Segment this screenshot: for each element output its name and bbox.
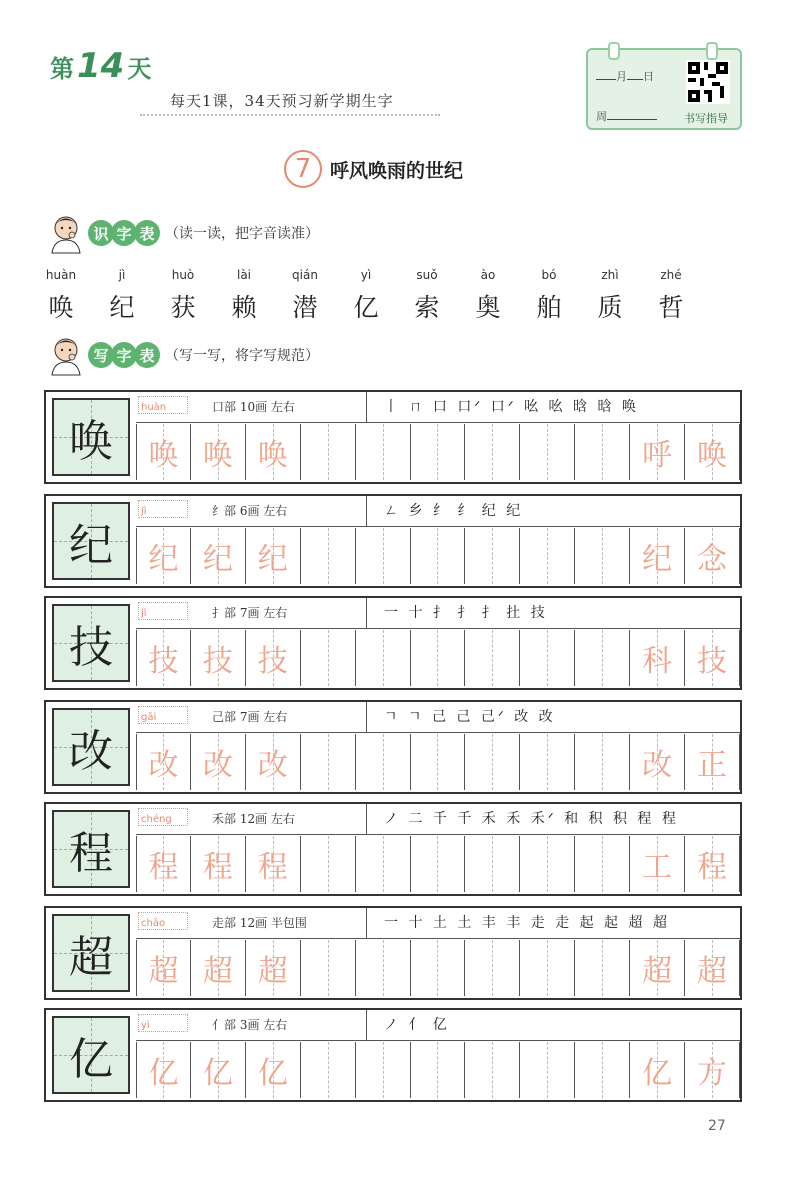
read-char-cell <box>402 268 452 324</box>
lesson-heading <box>284 150 463 188</box>
info-separator <box>366 804 367 834</box>
practice-cell[interactable] <box>136 528 191 584</box>
practice-cell[interactable] <box>136 734 191 790</box>
trace-char: 改 <box>257 748 288 783</box>
stroke-order: ノ 亻 亿 <box>384 1017 450 1033</box>
model-character: 程 <box>69 828 113 879</box>
practice-cell[interactable] <box>191 424 246 480</box>
pinyin-box[interactable]: chéng <box>138 808 188 826</box>
character: 潜 <box>292 293 318 322</box>
char-info-bar <box>136 702 740 733</box>
practice-cell[interactable] <box>356 630 411 686</box>
read-char-cell <box>219 268 269 324</box>
date-card <box>586 48 742 130</box>
practice-cell[interactable] <box>630 1042 685 1098</box>
week-field <box>596 108 657 124</box>
practice-cell[interactable] <box>136 630 191 686</box>
day-blank <box>627 69 643 80</box>
character: 赖 <box>231 293 257 322</box>
practice-cell[interactable] <box>356 528 411 584</box>
practice-cell[interactable] <box>246 940 301 996</box>
practice-cell[interactable] <box>191 836 246 892</box>
radical-strokes-structure: 扌部 7画 左右 <box>212 606 288 620</box>
pinyin: lài <box>236 268 252 282</box>
practice-cell[interactable] <box>685 836 740 892</box>
pinyin-box[interactable]: jì <box>138 602 188 620</box>
trace-char: 正 <box>697 748 728 783</box>
practice-cell[interactable] <box>191 528 246 584</box>
practice-cell[interactable] <box>575 836 630 892</box>
trace-char: 超 <box>202 954 233 989</box>
practice-cell[interactable] <box>685 630 740 686</box>
practice-cell[interactable] <box>411 1042 466 1098</box>
stroke-order: ㄱ ㄱ 己 己 己ᐟ 改 改 <box>384 709 556 725</box>
pill-char: 写 <box>88 342 114 368</box>
stroke-order: 一 十 扌 扌 扌 扗 技 <box>384 605 548 621</box>
practice-grid <box>136 940 740 996</box>
practice-cell[interactable] <box>191 940 246 996</box>
trace-char: 亿 <box>148 1056 179 1091</box>
model-character-box <box>52 1016 130 1094</box>
practice-cell[interactable] <box>465 630 520 686</box>
model-character: 改 <box>69 726 113 777</box>
radical-strokes-structure: 己部 7画 左右 <box>212 710 288 724</box>
trace-char: 技 <box>148 644 179 679</box>
model-character: 纪 <box>69 520 113 571</box>
radical-strokes-structure: 亻部 3画 左右 <box>212 1018 288 1032</box>
trace-char: 程 <box>148 850 179 885</box>
practice-cell[interactable] <box>465 528 520 584</box>
practice-cell[interactable] <box>356 940 411 996</box>
model-character: 技 <box>69 622 113 673</box>
practice-cell[interactable] <box>465 424 520 480</box>
practice-cell[interactable] <box>630 734 685 790</box>
pinyin-box[interactable]: gǎi <box>138 706 188 724</box>
read-char-cell <box>463 268 513 324</box>
writing-boy-icon <box>46 334 86 376</box>
pinyin: suǒ <box>416 268 438 282</box>
model-character-box <box>52 914 130 992</box>
char-info-bar <box>136 804 740 835</box>
practice-cell[interactable] <box>191 630 246 686</box>
read-char-cell <box>585 268 635 324</box>
trace-char: 纪 <box>202 542 233 577</box>
pinyin-box[interactable]: jì <box>138 500 188 518</box>
practice-cell[interactable] <box>520 528 575 584</box>
binder-ring-icon <box>706 42 718 60</box>
trace-char: 程 <box>257 850 288 885</box>
model-character-box <box>52 708 130 786</box>
read-char-cell <box>646 268 696 324</box>
trace-char: 唤 <box>697 438 728 473</box>
practice-cell[interactable] <box>575 940 630 996</box>
practice-cell[interactable] <box>465 940 520 996</box>
practice-cell[interactable] <box>465 836 520 892</box>
practice-cell[interactable] <box>301 630 356 686</box>
practice-grid <box>136 630 740 686</box>
read-char-cell <box>524 268 574 324</box>
radical-strokes-structure: 走部 12画 半包围 <box>212 916 307 930</box>
info-separator <box>366 1010 367 1040</box>
model-character: 唤 <box>69 416 113 467</box>
pinyin: bó <box>541 268 557 282</box>
lesson-title: 呼风唤雨的世纪 <box>330 159 464 182</box>
practice-cell[interactable] <box>465 734 520 790</box>
write-section-note: （写一写，将字写规范） <box>165 348 319 364</box>
pinyin-box[interactable]: huàn <box>138 396 188 414</box>
practice-cell[interactable] <box>411 940 466 996</box>
character: 唤 <box>48 293 74 322</box>
date-fields <box>596 68 654 84</box>
trace-char: 工 <box>642 850 673 885</box>
trace-char: 唤 <box>148 438 179 473</box>
practice-cell[interactable] <box>191 1042 246 1098</box>
pinyin: yì <box>360 268 372 282</box>
trace-char: 念 <box>697 542 728 577</box>
pinyin: huò <box>171 268 195 282</box>
practice-cell[interactable] <box>575 424 630 480</box>
trace-char: 唤 <box>202 438 233 473</box>
week-blank <box>607 109 657 120</box>
day-number: 14 <box>77 46 125 86</box>
write-block <box>44 700 742 794</box>
practice-cell[interactable] <box>301 836 356 892</box>
character: 哲 <box>658 293 684 322</box>
model-character: 超 <box>69 932 113 983</box>
stroke-order: 丨 ㄇ 口 口ᐟ 口ᐟ 吆 吆 晗 晗 唤 <box>384 399 639 415</box>
radical-strokes-structure: 纟部 6画 左右 <box>212 504 288 518</box>
practice-cell[interactable] <box>136 424 191 480</box>
practice-cell[interactable] <box>246 836 301 892</box>
trace-char: 呼 <box>642 438 673 473</box>
practice-cell[interactable] <box>575 734 630 790</box>
practice-cell[interactable] <box>520 734 575 790</box>
char-info-bar <box>136 908 740 939</box>
practice-cell[interactable] <box>191 734 246 790</box>
info-separator <box>366 908 367 938</box>
practice-cell[interactable] <box>356 424 411 480</box>
pill-char: 表 <box>134 342 160 368</box>
practice-cell[interactable] <box>520 630 575 686</box>
practice-cell[interactable] <box>630 528 685 584</box>
practice-cell[interactable] <box>246 734 301 790</box>
practice-cell[interactable] <box>685 528 740 584</box>
trace-char: 科 <box>642 644 673 679</box>
model-character-box <box>52 502 130 580</box>
practice-cell[interactable] <box>685 424 740 480</box>
radical-strokes-structure: 禾部 12画 左右 <box>212 812 295 826</box>
trace-char: 亿 <box>257 1056 288 1091</box>
pinyin-box[interactable]: chāo <box>138 912 188 930</box>
dotted-divider <box>140 114 440 116</box>
read-characters-row <box>36 268 696 324</box>
char-info-bar <box>136 496 740 527</box>
trace-char: 纪 <box>642 542 673 577</box>
pinyin: huàn <box>45 268 77 282</box>
write-block <box>44 596 742 690</box>
character: 舶 <box>536 293 562 322</box>
character: 纪 <box>109 293 135 322</box>
practice-cell[interactable] <box>575 1042 630 1098</box>
write-block <box>44 906 742 1000</box>
practice-cell[interactable] <box>246 528 301 584</box>
read-section-note: （读一读，把字音读准） <box>165 226 319 242</box>
trace-char: 超 <box>642 954 673 989</box>
binder-ring-icon <box>608 42 620 60</box>
practice-cell[interactable] <box>356 836 411 892</box>
info-separator <box>366 702 367 732</box>
practice-cell[interactable] <box>136 836 191 892</box>
read-char-cell <box>280 268 330 324</box>
practice-cell[interactable] <box>411 528 466 584</box>
week-label: 周 <box>596 110 607 123</box>
day-label: 日 <box>643 70 654 83</box>
character: 获 <box>170 293 196 322</box>
practice-cell[interactable] <box>356 734 411 790</box>
write-block <box>44 390 742 484</box>
trace-char: 纪 <box>257 542 288 577</box>
page-number: 27 <box>708 1118 726 1134</box>
character: 质 <box>597 293 623 322</box>
trace-char: 亿 <box>642 1056 673 1091</box>
character: 奥 <box>475 293 501 322</box>
practice-cell[interactable] <box>301 734 356 790</box>
model-character-box <box>52 604 130 682</box>
read-char-cell <box>97 268 147 324</box>
character: 亿 <box>353 293 379 322</box>
pinyin: zhé <box>660 268 682 282</box>
trace-char: 程 <box>697 850 728 885</box>
read-char-cell <box>158 268 208 324</box>
practice-cell[interactable] <box>246 1042 301 1098</box>
write-section-header <box>46 334 319 376</box>
day-title <box>50 46 151 86</box>
month-blank <box>596 69 616 80</box>
stroke-order: 一 十 土 土 丰 丰 走 走 起 起 超 超 <box>384 915 670 931</box>
practice-grid <box>136 1042 740 1098</box>
qr-code-icon[interactable] <box>686 60 730 104</box>
pinyin: qián <box>292 268 318 282</box>
practice-cell[interactable] <box>411 836 466 892</box>
trace-char: 超 <box>148 954 179 989</box>
practice-cell[interactable] <box>685 734 740 790</box>
day-prefix: 第 <box>50 55 74 83</box>
practice-cell[interactable] <box>301 940 356 996</box>
practice-cell[interactable] <box>630 836 685 892</box>
practice-cell[interactable] <box>301 424 356 480</box>
practice-cell[interactable] <box>630 424 685 480</box>
practice-cell[interactable] <box>246 424 301 480</box>
pinyin: ào <box>480 268 496 282</box>
practice-cell[interactable] <box>520 1042 575 1098</box>
write-section-pill <box>88 342 157 368</box>
character: 索 <box>414 293 440 322</box>
write-block <box>44 1008 742 1102</box>
info-separator <box>366 392 367 422</box>
practice-cell[interactable] <box>685 1042 740 1098</box>
read-char-cell <box>36 268 86 324</box>
practice-cell[interactable] <box>630 940 685 996</box>
practice-cell[interactable] <box>136 940 191 996</box>
practice-cell[interactable] <box>575 630 630 686</box>
reading-boy-icon <box>46 212 86 254</box>
practice-grid <box>136 528 740 584</box>
pill-char: 字 <box>111 342 137 368</box>
practice-cell[interactable] <box>301 528 356 584</box>
practice-cell[interactable] <box>465 1042 520 1098</box>
practice-grid <box>136 836 740 892</box>
trace-char: 技 <box>257 644 288 679</box>
trace-char: 超 <box>697 954 728 989</box>
trace-char: 改 <box>202 748 233 783</box>
practice-cell[interactable] <box>520 836 575 892</box>
writing-guide-label: 书写指导 <box>684 112 728 125</box>
practice-cell[interactable] <box>520 424 575 480</box>
trace-char: 唤 <box>257 438 288 473</box>
stroke-order: ㄥ 乡 纟 纟 纪 纪 <box>384 503 524 519</box>
trace-char: 技 <box>202 644 233 679</box>
trace-char: 技 <box>697 644 728 679</box>
practice-cell[interactable] <box>575 528 630 584</box>
practice-cell[interactable] <box>411 424 466 480</box>
stroke-order: ノ 二 千 千 禾 禾 禾ᐟ 和 积 积 程 程 <box>384 811 679 827</box>
lesson-number: 7 <box>284 150 322 188</box>
practice-cell[interactable] <box>246 630 301 686</box>
char-info-bar <box>136 1010 740 1041</box>
practice-grid <box>136 424 740 480</box>
pinyin: zhì <box>601 268 619 282</box>
trace-char: 方 <box>697 1056 728 1091</box>
write-block <box>44 802 742 896</box>
pinyin-box[interactable]: yì <box>138 1014 188 1032</box>
trace-char: 改 <box>642 748 673 783</box>
read-section-pill <box>88 220 157 246</box>
practice-cell[interactable] <box>136 1042 191 1098</box>
info-separator <box>366 598 367 628</box>
month-label: 月 <box>616 70 627 83</box>
trace-char: 超 <box>257 954 288 989</box>
model-character: 亿 <box>69 1034 113 1085</box>
practice-cell[interactable] <box>356 1042 411 1098</box>
read-section-header <box>46 212 319 254</box>
char-info-bar <box>136 392 740 423</box>
pill-char: 字 <box>111 220 137 246</box>
practice-cell[interactable] <box>301 1042 356 1098</box>
practice-cell[interactable] <box>411 630 466 686</box>
radical-strokes-structure: 口部 10画 左右 <box>212 400 295 414</box>
practice-cell[interactable] <box>685 940 740 996</box>
info-separator <box>366 496 367 526</box>
read-char-cell <box>341 268 391 324</box>
trace-char: 改 <box>148 748 179 783</box>
pill-char: 识 <box>88 220 114 246</box>
trace-char: 纪 <box>148 542 179 577</box>
write-block <box>44 494 742 588</box>
char-info-bar <box>136 598 740 629</box>
practice-cell[interactable] <box>411 734 466 790</box>
practice-grid <box>136 734 740 790</box>
practice-cell[interactable] <box>520 940 575 996</box>
trace-char: 亿 <box>202 1056 233 1091</box>
subtitle: 每天1课，34天预习新学期生字 <box>170 92 394 110</box>
pinyin: jì <box>118 268 126 282</box>
practice-cell[interactable] <box>630 630 685 686</box>
pill-char: 表 <box>134 220 160 246</box>
trace-char: 程 <box>202 850 233 885</box>
model-character-box <box>52 810 130 888</box>
model-character-box <box>52 398 130 476</box>
day-suffix: 天 <box>127 55 152 83</box>
